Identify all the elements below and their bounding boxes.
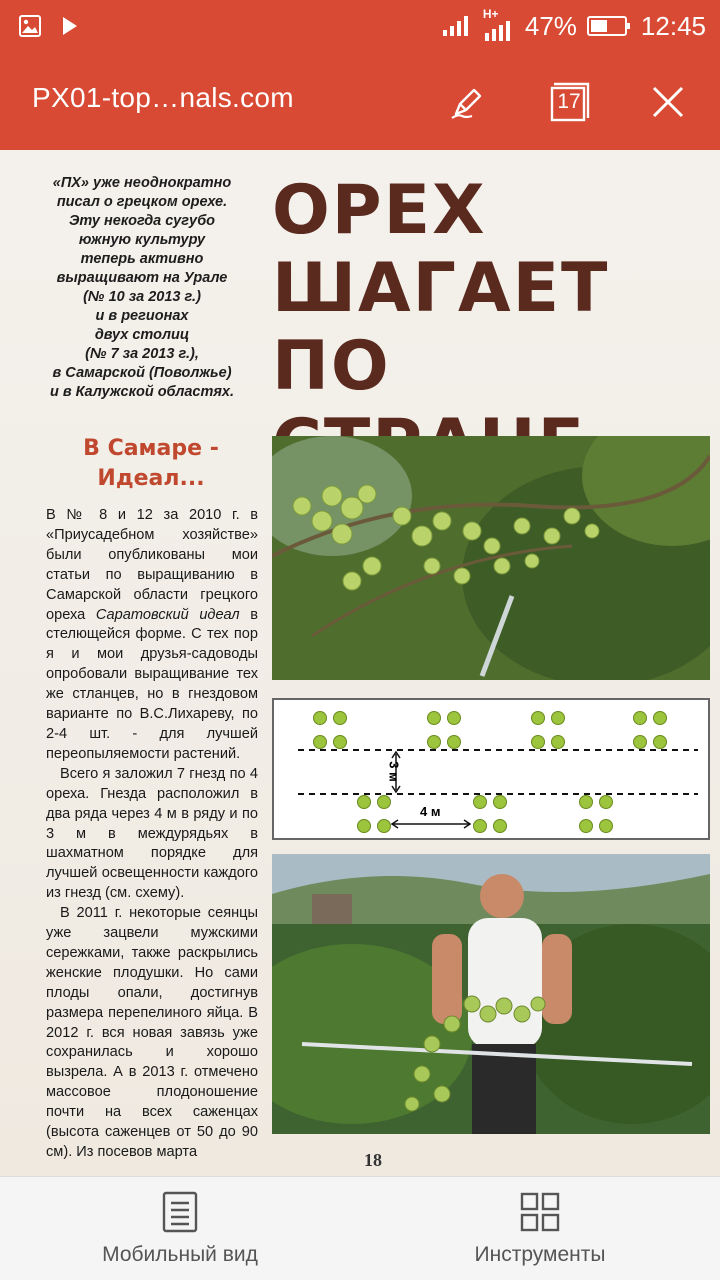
nest-spacing-label: 4 м	[420, 804, 441, 819]
tools-label: Инструменты	[474, 1243, 606, 1266]
article-subheading	[46, 434, 256, 494]
row-spacing-label: 3 м	[386, 761, 402, 782]
headline-line: ШАГАЕТ	[272, 249, 610, 328]
intro-line: Эту некогда сугубо	[68, 213, 216, 229]
intro-line: выращивают на Урале	[56, 270, 228, 286]
headline-line: ПО	[272, 327, 391, 406]
intro-line: теперь активно	[80, 251, 204, 267]
pages-count: 17	[557, 90, 581, 113]
article-intro	[28, 174, 256, 402]
article-body	[46, 506, 258, 1163]
walnut-branches-photo	[272, 436, 710, 680]
body-paragraph: Всего я заложил 7 гнезд по 4 ореха. Гнезда расположил в два ряда через 4 м в ряду и по 3 м в междурядьях в шахматном порядке для лучшей освещенности каждого из гнезд (см. схему).	[46, 765, 258, 902]
close-icon	[650, 84, 686, 120]
intro-line: и в Калужской областях.	[49, 384, 235, 400]
mobile-view-button[interactable]	[0, 1177, 360, 1281]
intro-line: и в регионах	[95, 308, 189, 324]
intro-line: (№ 10 за 2013 г.)	[83, 289, 201, 305]
document-viewer[interactable]	[0, 150, 720, 1176]
play-store-icon	[58, 14, 82, 38]
intro-line: в Самарской (Поволжье)	[52, 365, 232, 381]
intro-line: (№ 7 за 2013 г.),	[85, 346, 199, 362]
network-type: H+	[482, 7, 499, 21]
subhead-line: В Самаре -	[83, 436, 219, 461]
annotate-button[interactable]	[444, 78, 492, 126]
magazine-page	[0, 150, 720, 1176]
intro-line: «ПХ» уже неоднократно	[52, 175, 232, 191]
mobile-data-icon	[481, 7, 515, 41]
battery-icon	[587, 14, 631, 38]
pen-icon	[448, 82, 488, 122]
intro-line: писал о грецком орехе.	[56, 194, 228, 210]
close-button[interactable]	[644, 78, 692, 126]
planting-scheme-diagram	[272, 698, 710, 840]
pages-button[interactable]	[546, 78, 594, 126]
subhead-line: Идеал...	[97, 466, 205, 491]
mobile-view-label: Мобильный вид	[102, 1243, 258, 1266]
app-bar	[0, 52, 720, 150]
intro-line: южную культуру	[78, 232, 206, 248]
document-title: PX01-top…nals.com	[32, 82, 294, 113]
headline-line: ОРЕХ	[272, 171, 487, 250]
gardener-photo	[272, 854, 710, 1134]
body-paragraph: В № 8 и 12 за 2010 г. в «Приусадебном хозяйстве» были опубликованы мои статьи по выращиванию в Самарской области грецкого ореха Саратовский идеал в стелющейся форме. С тех пор я и мои друзья-садоводы опробовали выращивание тех же стланцев, но в гнездовом варианте по В.С.Лихареву, по 2-4 шт. - для лучшей переопыляемости растений.	[46, 507, 258, 762]
clock: 12:45	[640, 10, 706, 41]
gallery-icon	[18, 14, 42, 38]
signal-icon	[441, 14, 471, 38]
body-paragraph: В 2011 г. некоторые сеянцы уже зацвели мужскими сережками, также раскрылись женские плодушки. Но сами плоды опали, достигнув размера перепелиного яйца. В 2012 г. вся новая завязь уже сохранилась и хорошо вызрела. А в 2013 г. отмечено массовое плодоношение почти на всех саженцах (высота саженцев от 50 до 90 см). Из посевов марта	[46, 905, 258, 1160]
battery-percent: 47%	[524, 10, 577, 41]
grid-icon	[519, 1191, 561, 1233]
bottom-bar	[0, 1176, 720, 1280]
page-number: 18	[364, 1150, 382, 1170]
tools-button[interactable]	[360, 1177, 720, 1281]
status-bar	[0, 0, 720, 52]
document-icon	[160, 1191, 200, 1233]
intro-line: двух столиц	[94, 327, 190, 343]
